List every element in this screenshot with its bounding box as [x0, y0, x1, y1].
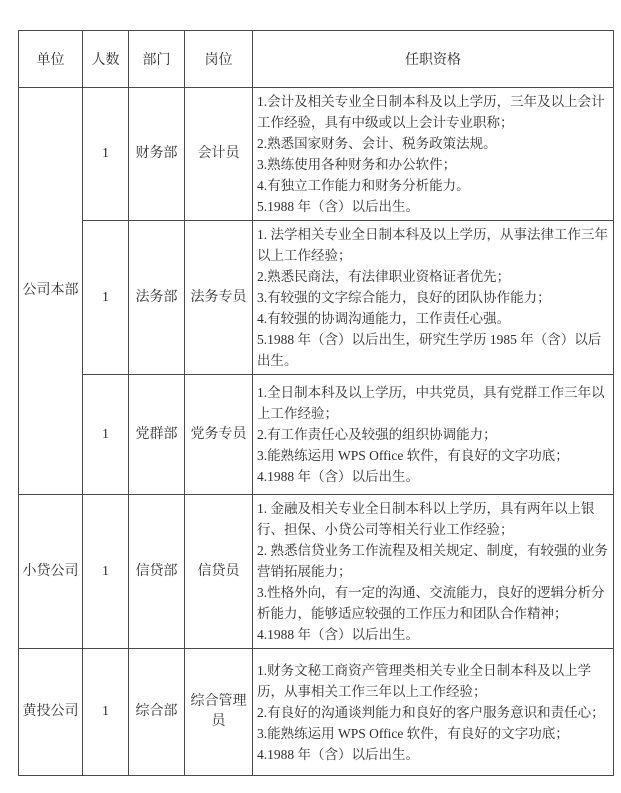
- column-header-count: 人数: [83, 31, 129, 88]
- qualification-item: 5.1988 年（含）以后出生。: [257, 199, 419, 214]
- qualification-item: 1. 法学相关专业全日制本科及以上学历，从事法律工作三年以上工作经验；: [257, 227, 608, 263]
- position-cell: 综合管理员: [185, 649, 253, 776]
- qualification-item: 3.熟练使用各种财务和办公软件；: [257, 157, 457, 172]
- table-row: [19, 649, 614, 776]
- qualification-item: 1.全日制本科及以上学历，中共党员，具有党群工作三年以上工作经验；: [257, 385, 605, 421]
- column-header-qualifications: 任职资格: [253, 31, 614, 88]
- department-cell: 财务部: [129, 88, 185, 221]
- count-cell: 1: [83, 221, 129, 375]
- qualification-item: 2.有良好的沟通谈判能力和良好的客户服务意识和责任心；: [257, 704, 605, 720]
- column-header-department: 部门: [129, 31, 185, 88]
- position-cell: 信贷员: [185, 495, 253, 649]
- qualification-item: 2.有工作责任心及较强的组织协调能力；: [257, 427, 497, 442]
- table-row: [19, 495, 614, 649]
- department-cell: 综合部: [129, 649, 185, 776]
- qualification-item: 1. 金融及相关专业全日制本科以上学历，具有两年以上银行、担保、小贷公司等相关行业工作经验；: [257, 501, 595, 537]
- unit-cell: 小贷公司: [19, 495, 83, 649]
- qualification-item: 4.1988 年（含）以后出生。: [257, 746, 419, 762]
- position-cell: 法务专员: [185, 221, 253, 375]
- column-header-unit: 单位: [19, 31, 83, 88]
- count-cell: 1: [83, 649, 129, 776]
- count-cell: 1: [83, 375, 129, 495]
- qualification-item: 3.能熟练运用 WPS Office 软件，有良好的文字功底；: [257, 725, 569, 741]
- qualification-item: 4.有较强的协调沟通能力，工作责任心强。: [257, 311, 511, 326]
- department-cell: 法务部: [129, 221, 185, 375]
- qualification-item: 4.1988 年（含）以后出生。: [257, 469, 419, 484]
- qualifications-cell: [253, 221, 614, 375]
- recruitment-table: [18, 30, 614, 776]
- qualifications-cell: [253, 375, 614, 495]
- qualification-item: 2.熟悉国家财务、会计、税务政策法规。: [257, 136, 497, 151]
- table-row: [19, 375, 614, 495]
- qualifications-cell: [253, 495, 614, 649]
- qualifications-cell: [253, 649, 614, 776]
- qualification-item: 4.1988 年（含）以后出生。: [257, 627, 419, 642]
- qualifications-cell: [253, 88, 614, 221]
- header-row: [19, 31, 614, 88]
- unit-cell: 公司本部: [19, 88, 83, 495]
- unit-cell: 黄投公司: [19, 649, 83, 776]
- document-sheet: [18, 30, 614, 776]
- department-cell: 党群部: [129, 375, 185, 495]
- qualification-item: 4.有独立工作能力和财务分析能力。: [257, 178, 470, 193]
- table-row: [19, 221, 614, 375]
- qualification-item: 3.能熟练运用 WPS Office 软件，有良好的文字功底；: [257, 448, 569, 463]
- qualification-item: 1.会计及相关专业全日制本科及以上学历，三年及以上会计工作经验，具有中级或以上会计专业职称；: [257, 94, 605, 130]
- count-cell: 1: [83, 495, 129, 649]
- position-cell: 会计员: [185, 88, 253, 221]
- table-row: [19, 88, 614, 221]
- qualification-item: 2.熟悉民商法，有法律职业资格证者优先；: [257, 269, 511, 284]
- qualification-item: 3.有较强的文字综合能力，良好的团队协作能力；: [257, 290, 551, 305]
- qualification-item: 3.性格外向，有一定的沟通、交流能力，良好的逻辑分析分析能力，能够适应较强的工作压力和团队合作精神；: [257, 585, 605, 621]
- qualification-item: 1.财务文秘工商资产管理类相关专业全日制本科及以上学历，从事相关工作三年以上工作经验；: [257, 662, 592, 699]
- qualification-item: 2. 熟悉信贷业务工作流程及相关规定、制度，有较强的业务营销拓展能力；: [257, 543, 608, 579]
- count-cell: 1: [83, 88, 129, 221]
- position-cell: 党务专员: [185, 375, 253, 495]
- column-header-position: 岗位: [185, 31, 253, 88]
- department-cell: 信贷部: [129, 495, 185, 649]
- qualification-item: 5.1988 年（含）以后出生，研究生学历 1985 年（含）以后出生。: [257, 332, 602, 368]
